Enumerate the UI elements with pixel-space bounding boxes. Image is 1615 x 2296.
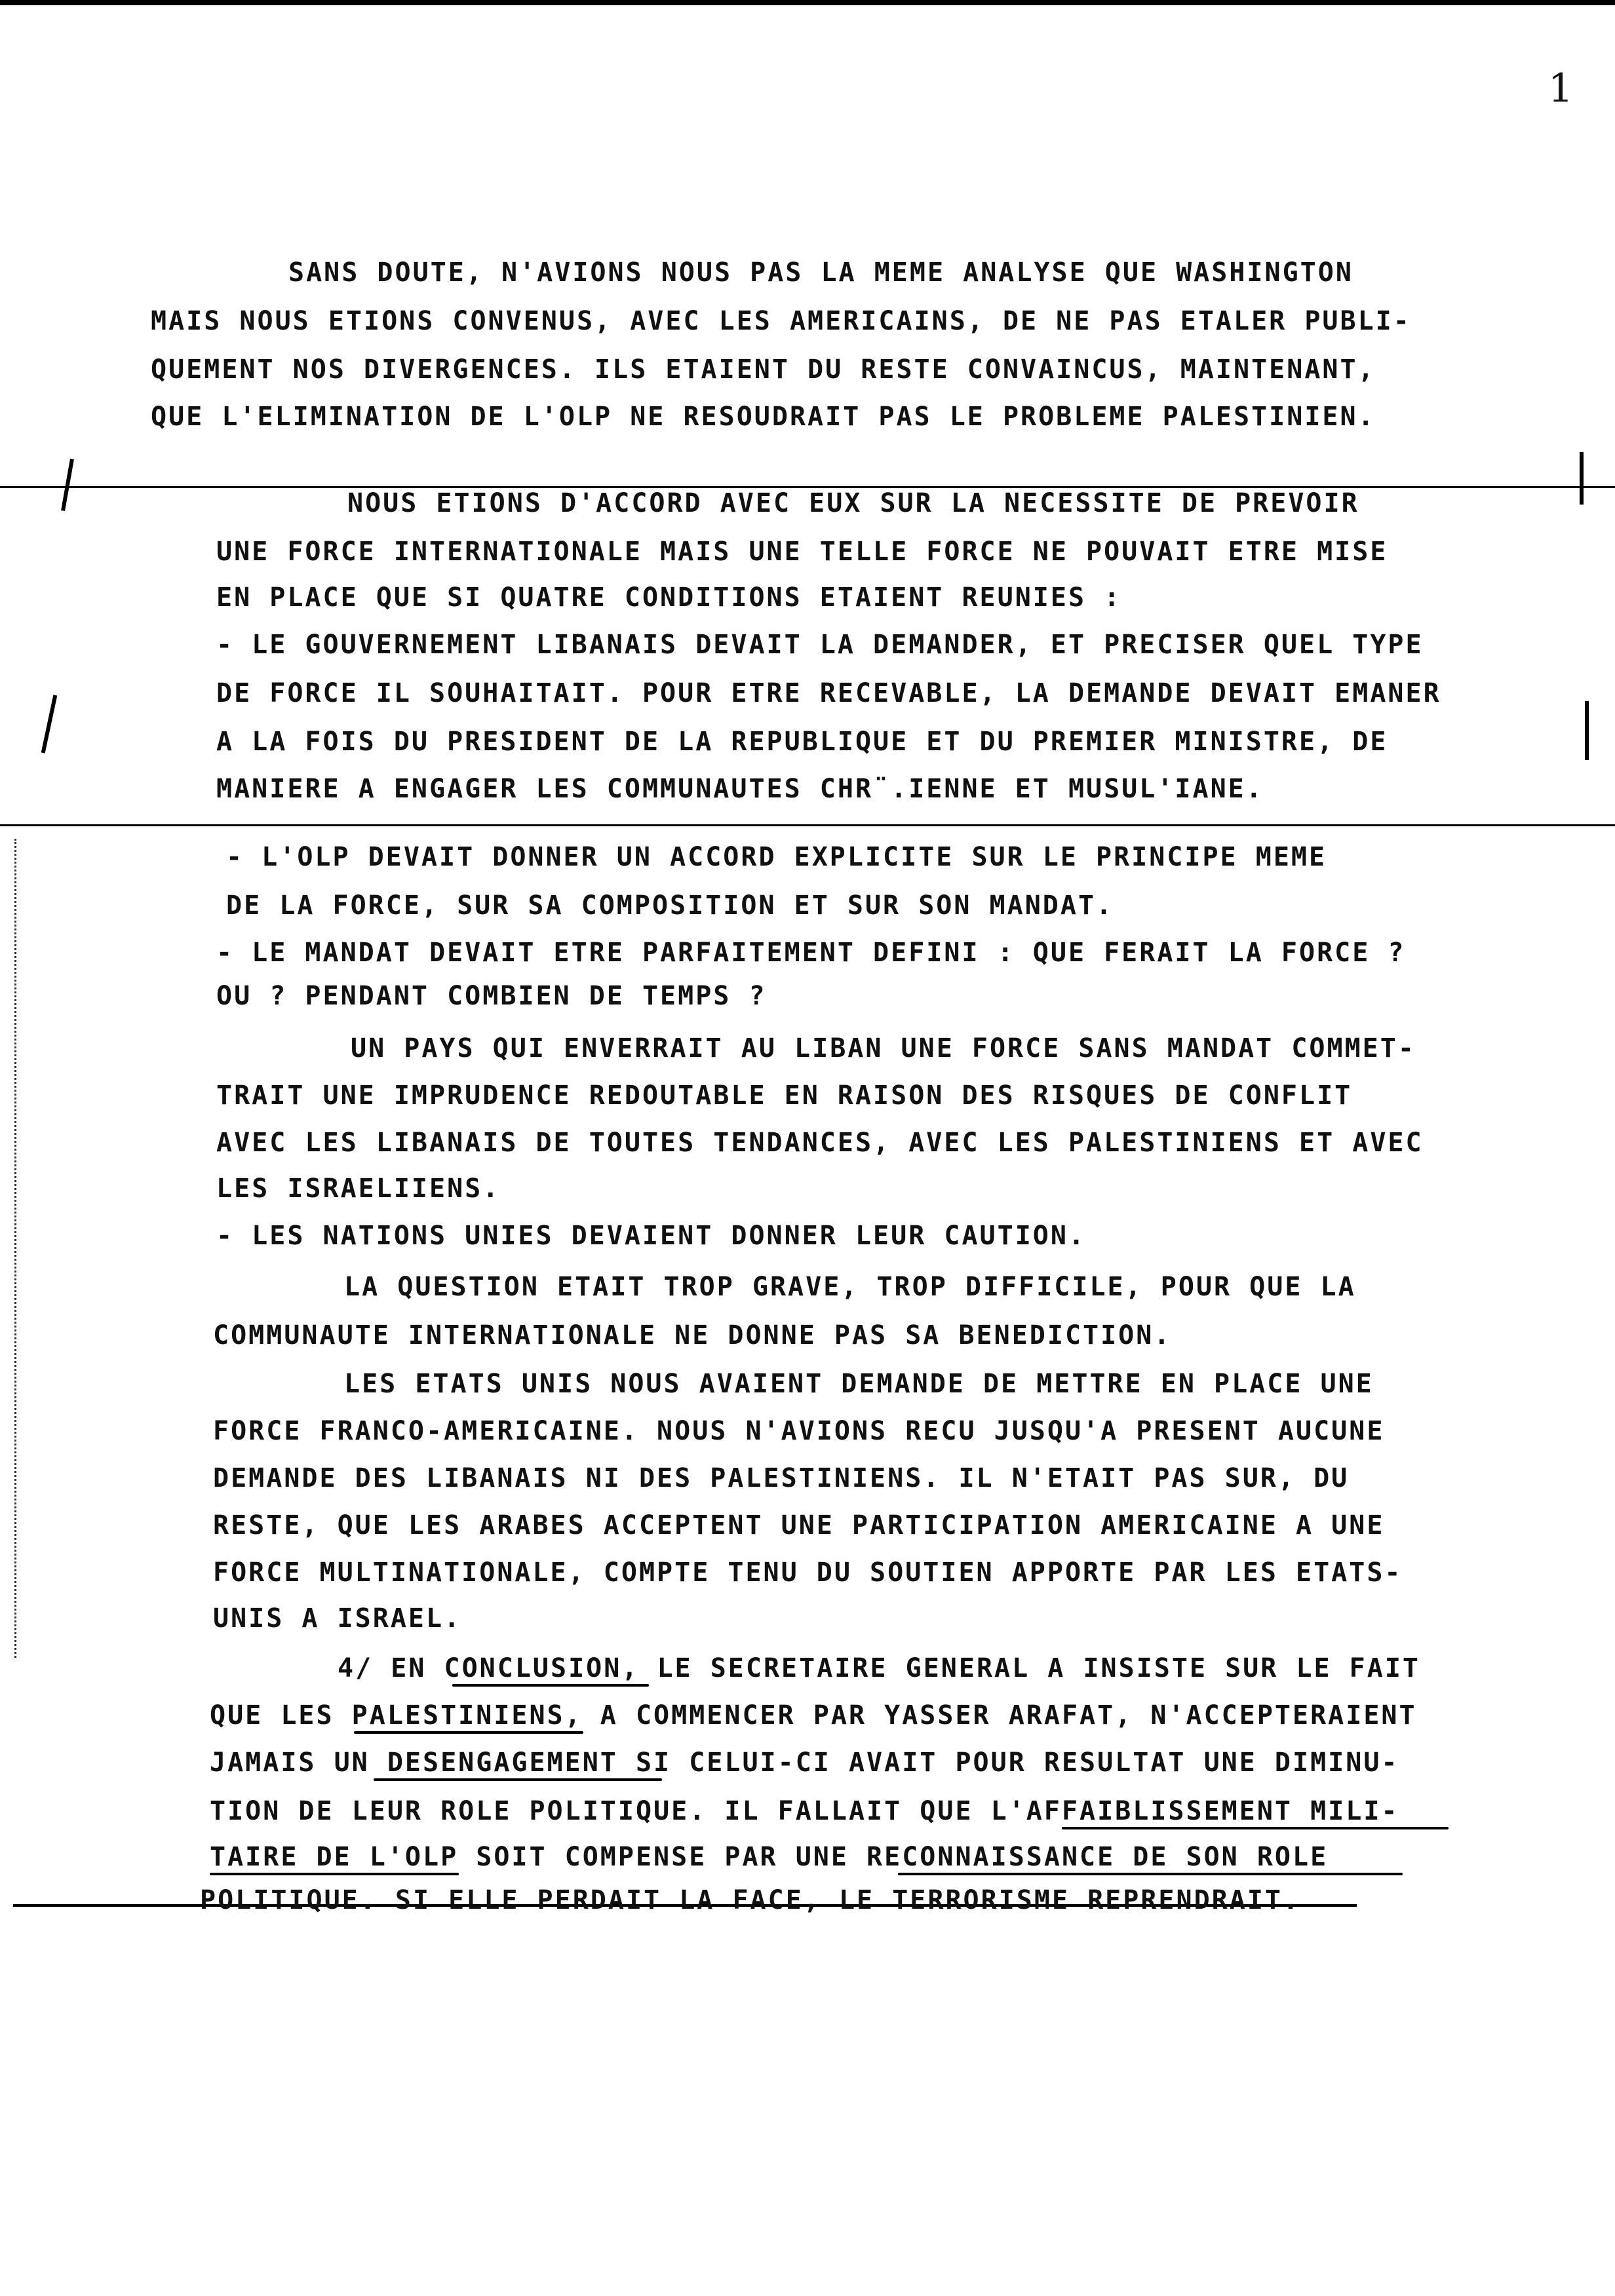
text-line-8: - LE GOUVERNEMENT LIBANAIS DEVAIT LA DEMANDER, ET PRECISER QUEL TYPE [216,630,1424,660]
text-line-15: OU ? PENDANT COMBIEN DE TEMPS ? [216,981,767,1011]
left-margin-mark-1 [61,459,74,511]
underline-affaiblissement [1062,1827,1449,1829]
page-number: 1 [1548,66,1574,111]
text-line-10: A LA FOIS DU PRESIDENT DE LA REPUBLIQUE ET DU PREMIER MINISTRE, DE [216,727,1388,757]
text-line-2: MAIS NOUS ETIONS CONVENUS, AVEC LES AMERICAINS, DE NE PAS ETALER PUBLI- [151,306,1411,336]
text-line-34: POLITIQUE. SI ELLE PERDAIT LA FACE, LE TERRORISME REPRENDRAIT. [200,1885,1301,1915]
section-rule-2 [0,824,1615,826]
top-border-line [0,0,1615,5]
underline-conclusion [452,1684,649,1687]
underline-palestiniens [354,1731,583,1734]
text-line-14: - LE MANDAT DEVAIT ETRE PARFAITEMENT DEFINI : QUE FERAIT LA FORCE ? [216,938,1406,968]
text-line-23: LES ETATS UNIS NOUS AVAIENT DEMANDE DE METTRE EN PLACE UNE [344,1369,1374,1399]
underline-reconnaissance [898,1873,1403,1875]
text-line-11: MANIERE A ENGAGER LES COMMUNAUTES CHR¨.IENNE ET MUSUL'IANE. [216,774,1264,804]
text-line-27: FORCE MULTINATIONALE, COMPTE TENU DU SOUTIEN APPORTE PAR LES ETATS- [213,1558,1403,1588]
text-line-22: COMMUNAUTE INTERNATIONALE NE DONNE PAS SA BENEDICTION. [213,1320,1172,1350]
text-line-32: TION DE LEUR ROLE POLITIQUE. IL FALLAIT QUE L'AFFAIBLISSEMENT MILI- [210,1796,1399,1826]
left-margin-mark-2 [41,695,58,753]
text-line-12: - L'OLP DEVAIT DONNER UN ACCORD EXPLICITE SUR LE PRINCIPE MEME [226,842,1327,872]
text-line-28: UNIS A ISRAEL. [213,1603,462,1634]
text-line-26: RESTE, QUE LES ARABES ACCEPTENT UNE PARTICIPATION AMERICAINE A UNE [213,1510,1385,1540]
text-line-3: QUEMENT NOS DIVERGENCES. ILS ETAIENT DU RESTE CONVAINCUS, MAINTENANT, [151,354,1376,385]
underline-desengagement [374,1778,662,1781]
text-line-19: LES ISRAELIIENS. [216,1174,501,1204]
text-line-24: FORCE FRANCO-AMERICAINE. NOUS N'AVIONS RECU JUSQU'A PRESENT AUCUNE [213,1416,1385,1446]
text-line-17: TRAIT UNE IMPRUDENCE REDOUTABLE EN RAISON DES RISQUES DE CONFLIT [216,1081,1353,1111]
right-margin-mark-2 [1585,701,1589,760]
right-margin-mark-1 [1580,452,1584,505]
text-line-1: SANS DOUTE, N'AVIONS NOUS PAS LA MEME ANALYSE QUE WASHINGTON [288,258,1353,288]
text-line-4: QUE L'ELIMINATION DE L'OLP NE RESOUDRAIT PAS LE PROBLEME PALESTINIEN. [151,402,1376,432]
text-line-7: EN PLACE QUE SI QUATRE CONDITIONS ETAIENT REUNIES : [216,583,1122,613]
text-line-16: UN PAYS QUI ENVERRAIT AU LIBAN UNE FORCE SANS MANDAT COMMET- [351,1033,1416,1063]
text-line-30: QUE LES PALESTINIENS, A COMMENCER PAR YASSER ARAFAT, N'ACCEPTERAIENT [210,1700,1417,1731]
text-line-5: NOUS ETIONS D'ACCORD AVEC EUX SUR LA NECESSITE DE PREVOIR [347,488,1359,518]
text-line-18: AVEC LES LIBANAIS DE TOUTES TENDANCES, AVEC LES PALESTINIENS ET AVEC [216,1128,1424,1158]
text-line-13: DE LA FORCE, SUR SA COMPOSITION ET SUR SON MANDAT. [226,890,1114,921]
underline-taire [210,1873,459,1875]
text-line-20: - LES NATIONS UNIES DEVAIENT DONNER LEUR CAUTION. [216,1221,1087,1251]
text-line-33: TAIRE DE L'OLP SOIT COMPENSE PAR UNE RECONNAISSANCE DE SON ROLE [210,1842,1329,1872]
text-line-9: DE FORCE IL SOUHAITAIT. POUR ETRE RECEVABLE, LA DEMANDE DEVAIT EMANER [216,678,1441,708]
text-line-6: UNE FORCE INTERNATIONALE MAIS UNE TELLE FORCE NE POUVAIT ETRE MISE [216,537,1388,567]
left-margin-dotted-line [14,839,16,1658]
text-line-29: 4/ EN CONCLUSION, LE SECRETAIRE GENERAL A INSISTE SUR LE FAIT [338,1653,1421,1683]
text-line-21: LA QUESTION ETAIT TROP GRAVE, TROP DIFFICILE, POUR QUE LA [344,1272,1356,1302]
text-line-25: DEMANDE DES LIBANAIS NI DES PALESTINIENS. IL N'ETAIT PAS SUR, DU [213,1463,1350,1493]
text-line-31: JAMAIS UN DESENGAGEMENT SI CELUI-CI AVAIT POUR RESULTAT UNE DIMINU- [210,1748,1399,1778]
